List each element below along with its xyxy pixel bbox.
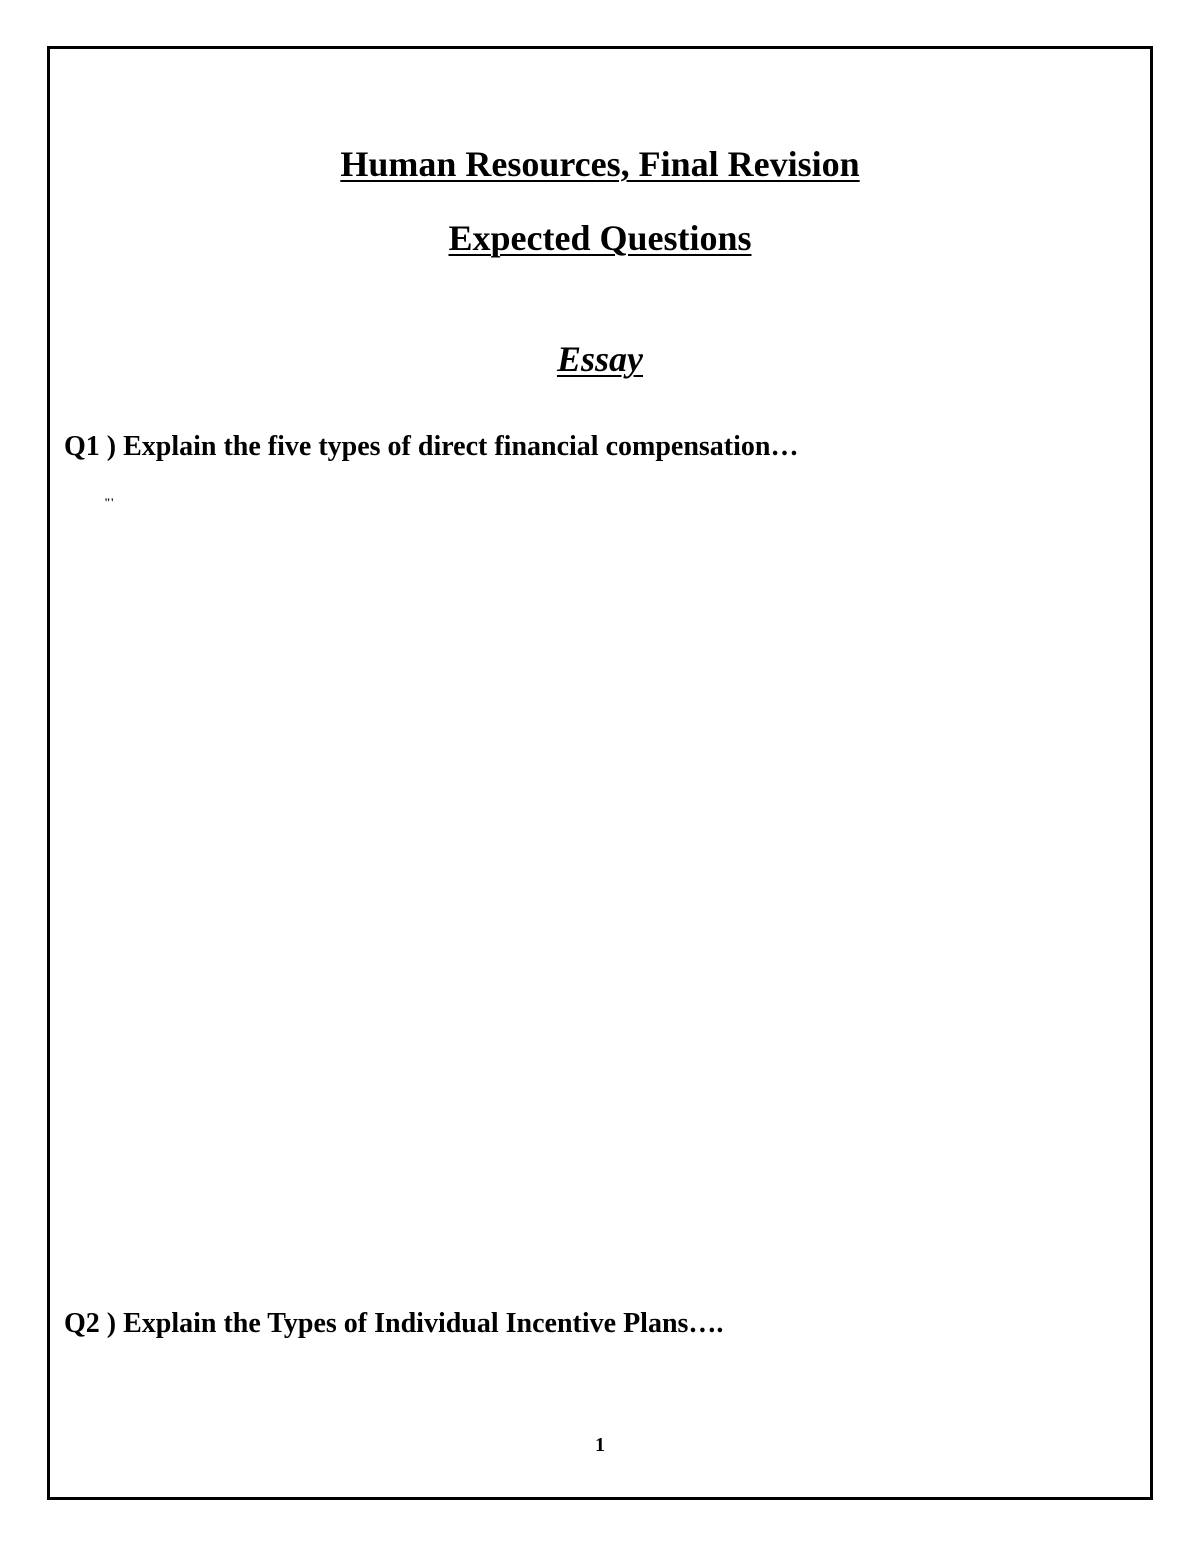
page-border: [47, 46, 1153, 1500]
document-subtitle: Expected Questions: [448, 218, 752, 258]
page-number: 1: [595, 1434, 605, 1456]
question-1: Q1 ) Explain the five types of direct financial compensation…: [64, 431, 799, 462]
section-heading: Essay: [556, 339, 643, 379]
document-title: Human Resources, Final Revision: [340, 144, 860, 184]
question-2: Q2 ) Explain the Types of Individual Incentive Plans….: [64, 1308, 724, 1339]
stray-mark: "': [104, 495, 114, 509]
